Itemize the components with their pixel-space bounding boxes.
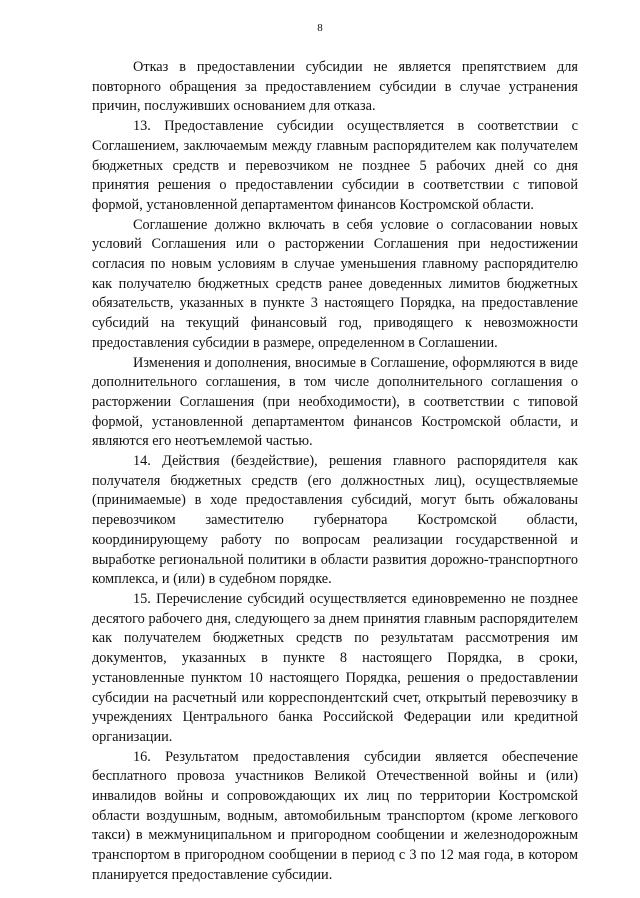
paragraph-agreement-terms: Соглашение должно включать в себя условие о согласовании новых условий Соглашения или о расторжении Соглашения при недостижении согласия по новым условиям в случае уменьшения главному распорядителю как получателю бюджетных средств ранее доведенных лимитов бюджетных обязательств, указанных в пункте 3 настоящего Порядка, на предоставление субсидий на текущий финансовый год, приводящего к невозможности предоставления субсидии в размере, определенном в Соглашении. <box>92 216 578 351</box>
paragraph-14: 14. Действия (бездействие), решения главного распорядителя как получателя бюджетных средств (его должностных лиц), осуществляемые (принимаемые) в ходе предоставления субсидий, могут быть обжалованы перевозчиком заместителю губернатора Костромской области, координирующему работу по вопросам реализации государственной и выработке региональной политики в области развития дорожно-транспортного комплекса, и (или) в судебном порядке. <box>92 453 578 588</box>
paragraph-refusal-note: Отказ в предоставлении субсидии не является препятствием для повторного обращения за предоставлением субсидии в случае устранения причин, послуживших основанием для отказа. <box>92 59 578 115</box>
page-number: 8 <box>317 22 323 34</box>
paragraph-16: 16. Результатом предоставления субсидии является обеспечение бесплатного провоза участников Великой Отечественной войны и (или) инвалидов войны и сопровождающих их лиц по территории Костромской области воздушным, водным, автомобильным транспортом (кроме легкового такси) в межмуниципальном и пригородном сообщении и железнодорожным транспортом в пригородном сообщении в период с 3 по 12 мая года, в котором планируется предоставление субсидии. <box>92 748 578 883</box>
paragraph-13: 13. Предоставление субсидии осуществляется в соответствии с Соглашением, заключаемым между главным распорядителем как получателем бюджетных средств и перевозчиком не позднее 5 рабочих дней со дня принятия решения о предоставлении субсидии в соответствии с типовой формой, установленной департаментом финансов Костромской области. <box>92 118 578 213</box>
paragraph-15: 15. Перечисление субсидий осуществляется единовременно не позднее десятого рабочего дня, следующего за днем принятия главным распорядителем как получателем бюджетных средств по результатам рассмотрения им документов, указанных в пункте 8 настоящего Порядка, в сроки, установленные пунктом 10 настоящего Порядка, решения о предоставлении субсидии на расчетный или корреспондентский счет, открытый перевозчику в учреждениях Центрального банка Российской Федерации или кредитной организации. <box>92 590 578 745</box>
document-body <box>92 58 578 886</box>
paragraph-amendments: Изменения и дополнения, вносимые в Соглашение, оформляются в виде дополнительного соглашения, в том числе дополнительного соглашения о расторжении Соглашения (при необходимости), в соответствии с типовой формой, установленной департаментом финансов Костромской области, и являются его неотъемлемой частью. <box>92 354 578 450</box>
